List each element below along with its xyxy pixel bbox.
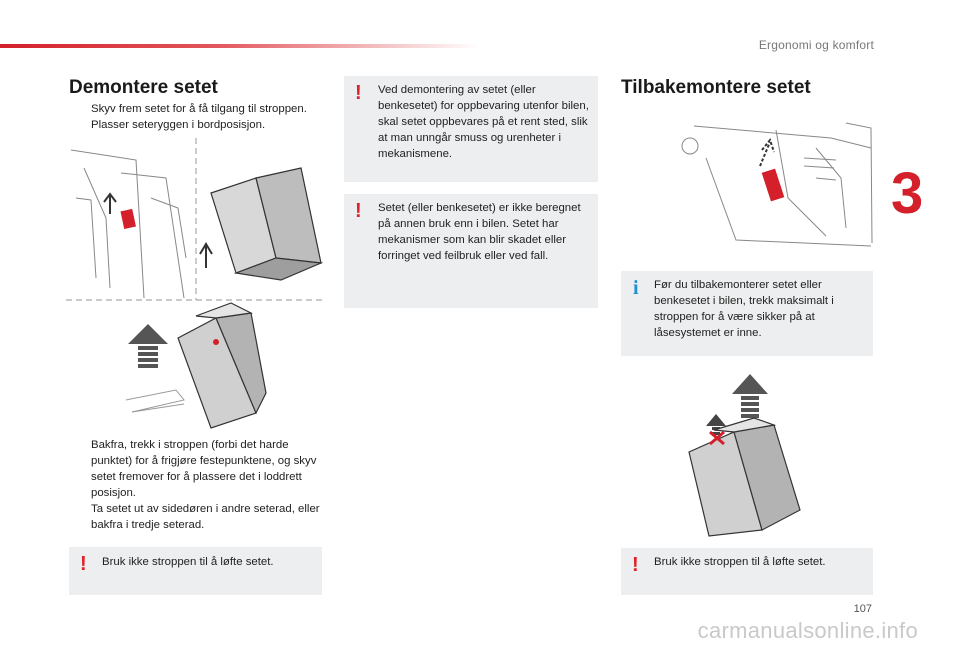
watermark: carmanualsonline.info bbox=[697, 618, 918, 643]
warning-icon: ! bbox=[80, 553, 87, 575]
large-arrow-up-icon bbox=[732, 374, 768, 418]
chapter-number: 3 bbox=[891, 161, 924, 226]
bullets-top bbox=[69, 101, 329, 133]
warning-text: Ved demontering av setet (eller benkesetet) for oppbevaring utenfor bilen, skal setet oppbevares på et rent sted, slik at man unngår smuss og urenheter i mekanismene. bbox=[378, 84, 589, 160]
arrow-up-icon bbox=[760, 140, 774, 166]
warning-text: Bruk ikke stroppen til å løfte setet. bbox=[102, 556, 274, 568]
info-icon: i bbox=[633, 277, 639, 299]
list-item: Plasser seteryggen i bordposisjon. bbox=[91, 119, 266, 131]
warning-icon: ! bbox=[355, 82, 362, 104]
info-text: Før du tilbakemonterer setet eller benkesetet i bilen, trekk maksimalt i stroppen for å være sikker på at låsesystemet er inne. bbox=[654, 279, 834, 339]
warning-icon: ! bbox=[355, 200, 362, 222]
warning-text: Setet (eller benkesetet) er ikke beregnet på annen bruk enn i bilen. Setet har mekanismer som kan blir skadet eller forringet ved feilbruk eller ved fall. bbox=[378, 202, 581, 262]
arrow-up-icon bbox=[104, 194, 116, 214]
illustration-remove-seat bbox=[66, 138, 322, 428]
strap-icon bbox=[120, 209, 135, 229]
warning-box-storage bbox=[344, 76, 598, 182]
large-arrow-up-icon bbox=[128, 324, 168, 368]
warning-box-usage bbox=[344, 194, 598, 308]
title-demontere: Demontere setet bbox=[69, 77, 218, 98]
list-item: Ta setet ut av sidedøren i andre seterad, eller bakfra i tredje seterad. bbox=[91, 503, 320, 531]
warning-box-right bbox=[621, 548, 873, 595]
info-box bbox=[621, 271, 873, 356]
warning-icon: ! bbox=[632, 554, 639, 576]
bullets-bottom bbox=[69, 437, 324, 533]
section-title: Ergonomi og komfort bbox=[758, 38, 874, 52]
list-item: Bakfra, trekk i stroppen (forbi det harde punktet) for å frigjøre festepunktene, og skyv setet fremover for å plassere det i loddrett posisjon. bbox=[91, 439, 317, 499]
title-tilbakemontere: Tilbakemontere setet bbox=[621, 77, 811, 98]
list-item: Skyv frem setet for å få tilgang til stroppen. bbox=[91, 103, 307, 115]
strap-icon bbox=[762, 169, 785, 202]
header-accent-bar bbox=[0, 44, 480, 48]
page-number: 107 bbox=[853, 603, 872, 615]
warning-box-left bbox=[69, 547, 322, 595]
illustration-strap bbox=[676, 118, 872, 248]
arrow-up-icon bbox=[200, 244, 212, 268]
warning-text: Bruk ikke stroppen til å løfte setet. bbox=[654, 556, 826, 568]
illustration-reinstall-seat bbox=[684, 370, 804, 536]
